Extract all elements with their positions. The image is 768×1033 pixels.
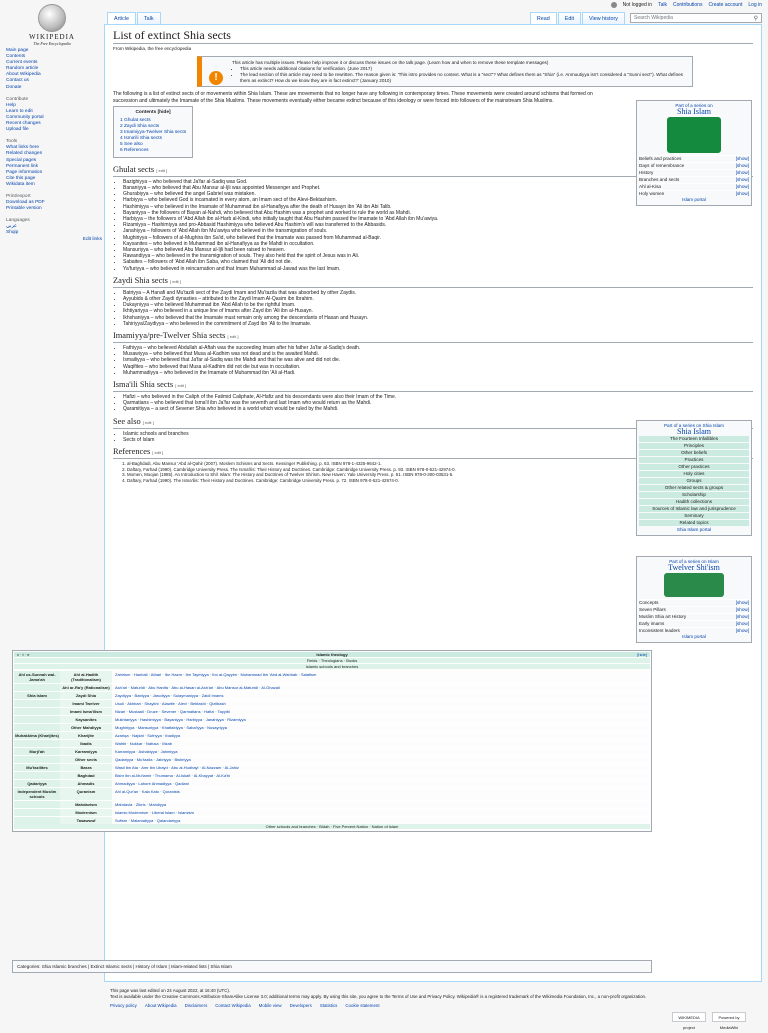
infobox-row[interactable] — [639, 450, 749, 456]
infobox-row[interactable] — [639, 443, 749, 449]
infobox-row[interactable] — [639, 520, 749, 526]
navbox-links[interactable]: Wahbi · Nukkar · Nafusa · Mzab — [115, 741, 172, 746]
section-heading — [113, 276, 753, 288]
tab-talk[interactable]: Talk — [137, 12, 161, 24]
navbox-subgroup: Basra — [60, 764, 112, 771]
navbox-group — [14, 801, 60, 808]
edit-section-link[interactable]: [ edit ] — [175, 383, 187, 389]
infobox-row-label: Other related sects & groups — [664, 485, 724, 490]
navbox-subgroup: Ahmadis — [60, 780, 112, 787]
infobox-row-label: Principles — [684, 443, 704, 448]
infobox-row[interactable] — [639, 176, 749, 183]
reference-item: 3. Momen, Moojan (1985). An Introduction to Shi'i Islam: The History and Doctrines of Twelver Shi'ism. New Haven: Yale University Press. p. 51. ISBN 978-0-300-03531-5. — [127, 472, 573, 478]
navbox-row — [14, 755, 650, 763]
navbox-subgroup: Modernism — [60, 809, 112, 816]
list-item: • Sects of Islam — [123, 437, 753, 443]
navbox-row — [14, 808, 650, 816]
navbox-subgroup: Ahl ar-Ra'y (Rationalism) — [60, 684, 112, 691]
multiple-issues-box — [197, 56, 693, 87]
sidebar-link[interactable]: What links here — [6, 145, 40, 151]
navbox-subgroup: Other sects — [60, 756, 112, 763]
navbox-subgroup: Quranism — [60, 788, 112, 800]
infobox-row[interactable] — [639, 492, 749, 498]
sidebar-link[interactable]: Recent changes — [6, 121, 41, 127]
list-item: • Islamic schools and branches — [123, 431, 753, 437]
sidebar-contribute — [6, 97, 102, 134]
infobox-row-label: Beliefs and practices — [639, 156, 682, 161]
sidebar-heading: Languages — [6, 218, 30, 224]
sidebar-link[interactable]: Cite this page — [6, 175, 36, 181]
infobox-row[interactable] — [639, 478, 749, 484]
infobox-row[interactable] — [639, 599, 749, 606]
navbox-group — [14, 708, 60, 715]
sidebar-link[interactable]: Donate — [6, 84, 22, 90]
category-links[interactable]: Categories: Shia Islamic branches | Extinct Islamic sects | History of Islam | Islam-related lists | Shia Islam — [12, 960, 652, 973]
navbox-links[interactable]: Qadariyya · Mu'tazila · Jabriyya · Bishriyya — [115, 757, 191, 762]
list-item: • Tahiriyya/Zaydiyya – who believed in the commitment of Zayd ibn 'Ali to the Imamate. — [123, 321, 753, 327]
navbox-group — [14, 809, 60, 816]
sidebar-link[interactable]: Page information — [6, 169, 43, 175]
sidebar-print — [6, 194, 102, 212]
islamic-theology-navbox — [12, 650, 652, 832]
infobox-row[interactable] — [639, 620, 749, 627]
navbox-links[interactable]: Ahmadiyya · Lahore Ahmadiyya · Qadiani — [115, 781, 189, 786]
navbox-group: Shia Islam — [14, 692, 60, 699]
tab-edit[interactable]: Edit — [558, 12, 581, 24]
footer-link[interactable]: Mobile view — [258, 1003, 282, 1009]
navbox-row — [14, 715, 650, 723]
shia-calligraphy-image — [667, 117, 721, 153]
show-button[interactable]: [show] — [735, 628, 749, 633]
navbox-group — [14, 684, 60, 691]
infobox-row-label: Concepts — [639, 600, 659, 605]
navbox-subgroup: Baghdad — [60, 772, 112, 779]
infobox-row[interactable] — [639, 457, 749, 463]
list-item: • Mansuriyya – who believed Abu Mansur al-Ijli had been raised to heaven. — [123, 247, 753, 253]
show-button[interactable]: [show] — [735, 177, 749, 182]
infobox-row-label: Ahl al-Kisa — [639, 184, 661, 189]
navbox-subgroup: Kharijite — [60, 732, 112, 739]
infobox-row[interactable] — [639, 513, 749, 519]
sidebar-languages — [6, 218, 102, 242]
infobox-row-label: Other practices — [678, 464, 710, 469]
sidebar-link[interactable]: Community portal — [6, 114, 44, 120]
navbox-row — [14, 787, 650, 800]
toc-item[interactable]: 2 Zaydi Shia sects — [120, 123, 160, 129]
sidebar-link[interactable]: Learn to edit — [6, 108, 33, 114]
navbox-links[interactable]: Sufism · Malamatiyya · Qalandariyya — [115, 818, 181, 823]
navbox-group — [14, 756, 60, 763]
list-item: • Ikhtiyariyya – who believed in a unique line of Imams after Zayd ibn 'Ali ibn al-Husayn. — [123, 308, 753, 314]
navbox-links[interactable]: Mukhtariyya · Hashimiyya · Bayaniyya · Harbiyya · Janahiyya · Rizamiyya — [115, 717, 246, 722]
infobox-name: Shia Islam — [677, 427, 711, 436]
create-account-link[interactable]: Create account — [708, 2, 743, 8]
navbox-links[interactable]: Islamic Modernism · Liberal Islam · Islamism — [115, 810, 194, 815]
infobox-row[interactable] — [639, 436, 749, 442]
infobox-row-label: Sources of Islamic law and jurisprudence — [652, 506, 736, 511]
navbox-links[interactable]: Ahl al-Qur'an · Kala Kato · Quranists — [115, 789, 180, 794]
section-heading — [113, 331, 753, 343]
infobox-row-label: Hadith collections — [675, 499, 712, 504]
navbox-group: Qadariyya — [14, 780, 60, 787]
show-button[interactable]: [show] — [735, 156, 749, 161]
infobox-row-label: The Fourteen Infallibles — [669, 436, 718, 441]
infobox-name: Shia Islam — [677, 107, 711, 116]
list-item: • Dukayniyya – who believed Muhammad ibn 'Abd Allah to be the rightful Imam. — [123, 302, 753, 308]
navbox-subgroup: Ahl al-Hadith (Traditionalism) — [60, 671, 112, 683]
show-button[interactable]: [show] — [735, 621, 749, 626]
section-title: See also — [113, 416, 141, 426]
log-in-link[interactable]: Log in — [748, 2, 762, 8]
ambox-item: • The lead section of this article may need to be rewritten. The reason given is: 'This intro provides no context. What is a "sect"? What defines them as "Shia" (i.e. Anmuutiyya isn't considered a "Sunni sect"). What defines them as extinct? How do we know they are in fact extinct?' (January 2010) — [240, 72, 686, 84]
list-item: • Muhammadiyya – who believed in the Imamate of Muhammad ibn 'Ali al-Hadi. — [123, 370, 753, 376]
portal-link[interactable]: Islam portal — [682, 197, 706, 202]
list-item: • Fathiyya – who believed Abdullah al-Aftah was the succeeding Imam after his father Ja'far al-Sadiq's death. — [123, 345, 753, 351]
edit-links-link[interactable]: Edit links — [82, 236, 102, 242]
language-link[interactable]: Shqip — [6, 230, 19, 236]
show-button[interactable]: [show] — [735, 191, 749, 196]
navbox-subgroup: Ibadis — [60, 740, 112, 747]
show-button[interactable]: [show] — [735, 163, 749, 168]
show-button[interactable]: [show] — [735, 607, 749, 612]
list-item: • Ghurabiyya – who believed the angel Gabriel was mistaken. — [123, 191, 753, 197]
wikipedia-logo[interactable] — [12, 4, 92, 50]
infobox-row-label: Seven Pillars — [639, 607, 666, 612]
user-navigation — [611, 2, 762, 8]
section-list — [113, 290, 753, 327]
navbox-row — [14, 691, 650, 699]
talk-link[interactable]: Talk — [658, 2, 667, 8]
navbox-subgroup: Imami Isma'ilism — [60, 708, 112, 715]
navbox-other: Other schools and branches · Bidah · Five Percent Nation · Nation of Islam — [14, 824, 650, 829]
infobox-row-label: Days of remembrance — [639, 163, 685, 168]
infobox-row[interactable] — [639, 627, 749, 634]
list-item: • Harbiyya – the followers of 'Abd Allah ibn al-Harb al-Kindi, who initially taught that Abu Hashim passed the Imamate to 'Abd Allah ibn Mu'awiya. — [123, 216, 753, 222]
navbox-links[interactable]: Usuli · Akhbari · Shaykhi · Alawite · Alevi · Bektashi · Qizilbash — [115, 701, 226, 706]
sidebar-link[interactable]: Contents — [6, 54, 26, 60]
list-item: • Batriyya – A Hanafi and Mu'tazili sect of the Zaydi Imam and Mu'tazila that was absorbed by other Zaydis. — [123, 290, 753, 296]
infobox-row-label: Practices — [684, 457, 704, 462]
mediawiki-badge[interactable]: Powered by MediaWiki — [712, 1012, 746, 1022]
twelver-shiism-box — [636, 556, 752, 643]
list-item: • Hafizi – who believed in the Caliph of the Fatimid Caliphate, Al-Hafiz and his descendants were also their Imam of the Time. — [123, 394, 753, 400]
show-button[interactable]: [show] — [735, 614, 749, 619]
sidebar-link[interactable]: Random article — [6, 66, 39, 72]
navbox-links[interactable]: Wasil ibn Ata · Amr ibn Ubayd · Abu al-Hudhayl · Al-Nazzam · Al-Jahiz — [115, 765, 239, 770]
navbox-subgroup: Karramiyya — [60, 748, 112, 755]
list-item: • Ya'furiyya – who believed in reincarnation and that Imam Muhammad al-Jawad was the last Imam. — [123, 266, 753, 272]
list-item: • Ismailiyya – who believed that Ja'far al-Sadiq was the Mahdi and that he was alive and did not die. — [123, 357, 753, 363]
section-title: Ghulat sects — [113, 164, 155, 174]
sidebar-link[interactable]: Main page — [6, 48, 29, 53]
toc-item[interactable]: 3 Imamiyya-Twelver Shia sects — [120, 129, 187, 135]
sidebar-link[interactable]: Permanent link — [6, 163, 38, 169]
footer-link[interactable]: Developers — [289, 1003, 312, 1009]
sidebar-link[interactable]: Download as PDF — [6, 200, 45, 206]
portal-link[interactable]: Shia Islam portal — [676, 527, 712, 532]
list-item: • Qarmatians – who believed that Isma'il ibn Ja'far was the seventh and last Imam who would return as the Mahdi. — [123, 400, 753, 406]
infobox-row-label: Branches and sects — [639, 177, 680, 182]
infobox-row[interactable] — [639, 162, 749, 169]
edit-section-link[interactable]: [ edit ] — [227, 334, 239, 340]
footer-link[interactable]: Statistics — [319, 1003, 338, 1009]
sidebar-link[interactable]: About Wikipedia — [6, 72, 41, 78]
infobox-partof: Part of a series on Shia Islam — [663, 423, 724, 428]
navbox-row — [14, 723, 650, 731]
reference-item: 1. al-Baghdadi, Abu Mansur 'Abd al-Qahir (2007). Moslem Schisms and Sects. Kessinger Publishing. p. 63. ISBN 978-1-4325-9642-1. — [127, 461, 573, 467]
ambox-item: • This article needs additional citations for verification. (June 2017) — [240, 66, 686, 72]
site-subtitle: From Wikipedia, the free encyclopedia — [113, 46, 192, 51]
globe-icon — [38, 4, 66, 32]
navbox-links[interactable]: Karramiyya · Ashabiyya · Jahmiyya — [115, 749, 178, 754]
reference-item: 4. Daftary, Farhad (1990). The Isma'ilis: Their History and Doctrines. Cambridge: Cambridge University Press. p. 72. ISBN 978-0-521-42974-0. — [127, 478, 573, 484]
navbox-group: Murji'ah — [14, 748, 60, 755]
table-of-contents — [113, 106, 193, 158]
infobox-row[interactable] — [639, 471, 749, 477]
license-text: Text is available under the Creative Commons Attribution-ShareAlike License 3.0; additional terms may apply. By using this site, you agree to the Terms of Use and Privacy Policy. Wikipedia® is a registered trademark of the Wikimedia Foundation, Inc., a non-profit organization. — [110, 993, 647, 999]
infobox-row-label: Muslim Shia art History — [639, 614, 687, 619]
section-title: Zaydi Shia sects — [113, 275, 168, 285]
section-heading — [113, 380, 753, 392]
infobox-row[interactable] — [639, 485, 749, 491]
footer-link[interactable]: About Wikipedia — [144, 1003, 177, 1009]
infobox-name: Twelver Shi'ism — [668, 563, 720, 572]
sidebar-link[interactable]: Printable version — [6, 206, 42, 212]
list-item: • Rizamiyya – Hashimiyya and pro-Abbasid Hashimiyya who believed Abu Hashim's will was transferred to the Abbasids. — [123, 222, 753, 228]
infobox-row[interactable] — [639, 183, 749, 190]
list-item: • Bayaniyya – the followers of Bayan al-Nahdi, who believed that Abu Hashim was a prophet and worked to rule the world as Mahdi. — [123, 210, 753, 216]
navbox-hide-button[interactable]: [hide] — [637, 652, 647, 657]
sidebar-navigation — [6, 48, 102, 91]
intro-paragraph: The following is a list of extinct sects of or movements within Shia Islam. These are movements that no longer have any following in contemporary times. These movements were created around schisms that formed on succession and ultimately the Imamate of the Shia Muslims. These movements eventually either became extinct because of this ideology or were forced into followers of the mainstream Shia Muslims. — [113, 91, 593, 104]
infobox-row-label: Inconsistent leaders — [639, 628, 680, 633]
list-item: • Rawandiyya – who believed in the transmigration of souls. They also held that the spirit of Jesus was in Ali. — [123, 253, 753, 259]
not-logged-in: Not logged in — [622, 2, 653, 8]
navbox-links[interactable]: Ash'ari · Maturidi · Abu Hanifa · Abu al-Hasan al-Ash'ari · Abu Mansur al-Maturidi · Al-Ghazali — [115, 685, 280, 690]
navbox-group: Muhakkima (Kharijites) — [15, 733, 59, 738]
navbox-links[interactable]: Nizari · Mustaali · Druze · Sevener · Qarmatians · Hafizi · Tayyibi — [115, 709, 230, 714]
infobox-row-label: Holy women — [639, 191, 665, 196]
navbox-links[interactable]: Zaydiyya · Batriyya · Jarudiyya · Sulaymaniyya · Zaidi Imams — [115, 693, 224, 698]
navbox-subtitle: Fields · Theologians · Books — [14, 658, 650, 663]
infobox-row[interactable] — [639, 499, 749, 505]
infobox-partof: Part of a series on Islam — [669, 559, 719, 564]
infobox-row-label: Groups — [686, 478, 702, 483]
sidebar-link[interactable]: Current events — [6, 60, 38, 66]
logo-wordmark: WIKIPEDIA — [29, 33, 75, 41]
toc-item[interactable]: 4 Isma'ili Shia sects — [120, 135, 162, 141]
footer-link[interactable]: Disclaimers — [184, 1003, 208, 1009]
show-button[interactable]: [show] — [735, 600, 749, 605]
infobox-row[interactable] — [639, 464, 749, 470]
navbox-row — [14, 747, 650, 755]
reference-item: 2. Daftary, Farhad (1990). Cambridge University Press. The Isma'ilis: Their History and Doctrines. Cambridge: Cambridge University Press. p. 93. ISBN 978-0-521-42974-0. — [127, 467, 573, 473]
sidebar-link[interactable]: Related changes — [6, 151, 43, 157]
infobox-row[interactable] — [639, 506, 749, 512]
sidebar-link[interactable]: Upload file — [6, 127, 29, 133]
infobox-row-label: Holy cities — [683, 471, 705, 476]
section-list — [113, 345, 753, 376]
list-item: • Waqifites – who believed that Musa al-Kadhim did not die but was in occultation. — [123, 364, 753, 370]
infobox-row[interactable] — [639, 190, 749, 197]
list-item: • Harbiyya – who believed God is incarnated in every atom, an Imam sect of the Alevi-Bektashism. — [123, 197, 753, 203]
sidebar-link[interactable]: Help — [6, 102, 16, 108]
infobox-row-label: Scholarship — [681, 492, 706, 497]
search-placeholder: Search Wikipedia — [634, 15, 673, 21]
edit-section-link[interactable]: [ edit ] — [170, 278, 181, 284]
sidebar-heading: Print/export — [6, 193, 31, 199]
section-list — [113, 394, 753, 413]
navbox-group: Independent Muslim schools — [14, 788, 60, 800]
navbox-title: Islamic theology — [316, 652, 348, 657]
section-title: Imamiyya/pre-Twelver Shia sects — [113, 331, 226, 341]
infobox-partof: Part of a series on — [675, 103, 713, 108]
ambox-head: This article has multiple issues. Please help improve it or discuss these issues on the talk page. (Learn how and when to remove these template messages) — [232, 60, 549, 66]
sidebar-link[interactable]: Contact us — [6, 78, 29, 84]
navbox-group — [14, 716, 60, 723]
twelver-calligraphy-image — [664, 573, 724, 597]
section-title: Isma'ili Shia sects — [113, 380, 174, 390]
list-item: • Hashimiyya – who believed in the Imamate of Muhammad ibn al-Hanafiyya after the death of Husayn ibn 'Ali ibn Abi Talib. — [123, 204, 753, 210]
portal-link[interactable]: Islam portal — [682, 634, 706, 639]
list-item: • Ikhshaniyya – who believed that the Imamate must remain only among the descendants of Hasan and Husayn. — [123, 315, 753, 321]
navbox-row — [14, 739, 650, 747]
navbox-group — [14, 700, 60, 707]
namespace-tabs — [107, 12, 162, 24]
navbox-group: Mu'tazilites — [14, 764, 60, 771]
navbox-subgroup: Imami Twelver — [60, 700, 112, 707]
tab-read[interactable]: Read — [530, 12, 557, 24]
tab-view-history[interactable]: View history — [582, 12, 625, 24]
infobox-row[interactable] — [639, 606, 749, 613]
user-icon — [611, 2, 617, 8]
navbox-links[interactable]: Mahdavia · Zikris · Mahdiyya — [115, 802, 167, 807]
language-link[interactable]: عربي — [6, 224, 17, 230]
navbox-subgroup: Tasawwuf — [60, 817, 112, 824]
shia-islam-sidebar-box — [636, 100, 752, 206]
vte-links[interactable]: v · t · e — [17, 652, 30, 657]
navbox-subgroup: Kaysanites — [60, 716, 112, 723]
infobox-row-label: Related topics — [679, 520, 709, 525]
sidebar-link[interactable]: Special pages — [6, 157, 37, 163]
footer-link[interactable]: Contact Wikipedia — [215, 1003, 251, 1009]
list-item: • Janahiyya – followers of 'Abd Allah ibn Mu'awiya who believed in the transmigration of souls. — [123, 228, 753, 234]
search-icon[interactable]: ⚲ — [753, 16, 758, 22]
search-input[interactable] — [630, 13, 762, 23]
navbox-row — [14, 779, 650, 787]
infobox-row-label: Early imams — [639, 621, 665, 626]
toc-item[interactable]: 6 References — [120, 147, 149, 153]
edit-section-link[interactable]: [ edit ] — [156, 167, 168, 173]
list-item: • Ayyubids & other Zaydi dynasties – attributed to the Zaydi Imam Al-Qasim ibn Ibrahim. — [123, 296, 753, 302]
last-edited: This page was last edited on 24 August 2022, at 16:40 (UTC). — [110, 988, 231, 993]
navbox-links[interactable]: Zahirism · Hanbali · Athari · Ibn Hazm · Ibn Taymiyya · Ibn al-Qayyim · Muhammad ibn 'Abd al-Wahhab · Salafism — [115, 672, 317, 677]
navbox-row — [14, 670, 650, 683]
list-item: • Bazighiyya – who believed that Ja'far al-Sadiq was God. — [123, 179, 753, 185]
navbox-row — [14, 816, 650, 824]
edit-section-link[interactable]: [ edit ] — [142, 419, 154, 425]
navbox-group: Ahl us-Sunnah wal-Jama'ah — [14, 671, 60, 683]
contributions-link[interactable]: Contributions — [672, 2, 703, 8]
list-item: • Musawiyya – who believed that Musa al-Kadhim was not dead and is the awaited Mahdi. — [123, 351, 753, 357]
logo-tagline: The Free Encyclopedia — [33, 41, 71, 46]
navbox-links[interactable]: Mughiriyya · Mansuriyya · Khattabiyya · Saba'iyya · Nusayriyya — [115, 725, 227, 730]
view-tabs — [530, 12, 762, 24]
infobox-row-label: Seminary — [684, 513, 704, 518]
sidebar — [6, 48, 102, 243]
toc-item[interactable]: 5 See also — [120, 141, 143, 147]
show-button[interactable]: [show] — [735, 184, 749, 189]
sidebar-heading: Contribute — [6, 96, 29, 102]
navbox-links[interactable]: Azariqa · Najdat · Sufriyya · Ibadiyya — [115, 733, 181, 738]
navbox-group — [14, 740, 60, 747]
navbox-subgroup: Other Mahdiyya — [60, 724, 112, 731]
sidebar-tools — [6, 139, 102, 188]
navbox-row — [14, 699, 650, 707]
navbox-group — [14, 817, 60, 824]
navbox-row — [14, 731, 650, 739]
footer — [110, 988, 760, 1009]
toc-item[interactable]: 1 Ghulat sects — [120, 117, 151, 123]
navbox-row — [14, 800, 650, 808]
navbox-subtitle: Islamic schools and branches — [14, 664, 650, 669]
show-button[interactable]: [show] — [735, 170, 749, 175]
list-item: • Sabaites – followers of 'Abd Allah ibn Saba, who claimed that 'Ali did not die. — [123, 259, 753, 265]
infobox-row-label: History — [639, 170, 654, 175]
sidebar-link[interactable]: Wikidata item — [6, 181, 35, 187]
infobox-row[interactable] — [639, 613, 749, 620]
footer-link[interactable]: Cookie statement — [345, 1003, 380, 1009]
sidebar-heading: Tools — [6, 139, 18, 145]
navbox-row — [14, 707, 650, 715]
wikimedia-badge[interactable]: WIKIMEDIA project — [672, 1012, 706, 1022]
navbox-group — [14, 772, 60, 779]
navbox-row — [14, 683, 650, 691]
infobox-row-label: Other beliefs — [680, 450, 708, 455]
tab-article[interactable]: Article — [107, 12, 136, 24]
warning-icon: ! — [209, 71, 223, 85]
shia-islam-series-box — [636, 420, 752, 536]
references-title: References — [113, 447, 151, 457]
navbox-subgroup: Mahdavism — [60, 801, 112, 808]
infobox-row[interactable] — [639, 169, 749, 176]
list-item: • Qaramitiyya – a sect of Sevener Shia who believed in a world which would be ruled by the Mahdi. — [123, 406, 753, 412]
page-title: List of extinct Shia sects — [113, 29, 753, 44]
edit-section-link[interactable]: [ edit ] — [152, 450, 164, 456]
navbox-row — [14, 763, 650, 771]
navbox-subgroup: Zaydi Shia — [60, 692, 112, 699]
list-item: • Kaysanites – who believed in Muhammad ibn al-Hanafiyya as the Mahdi in occultation. — [123, 241, 753, 247]
infobox-row[interactable] — [639, 155, 749, 162]
navbox-links[interactable]: Bishr ibn al-Mu'tamir · Thumama · Al-Iskafi · Al-Khayyat · Al-Ka'bi — [115, 773, 231, 778]
toc-title: Contents [hide] — [135, 109, 171, 115]
navbox-row — [14, 771, 650, 779]
navbox-group — [14, 724, 60, 731]
list-item: • Bananiyya – who believed that Abu Mansur al-Ijli was appointed Messenger and Prophet. — [123, 185, 753, 191]
list-item: • Mughiriyya – followers of al-Mughira ibn Sa'id, who believed that the Imamate was passed from Muhammad al-Baqir. — [123, 235, 753, 241]
footer-link[interactable]: Privacy policy — [110, 1003, 137, 1009]
